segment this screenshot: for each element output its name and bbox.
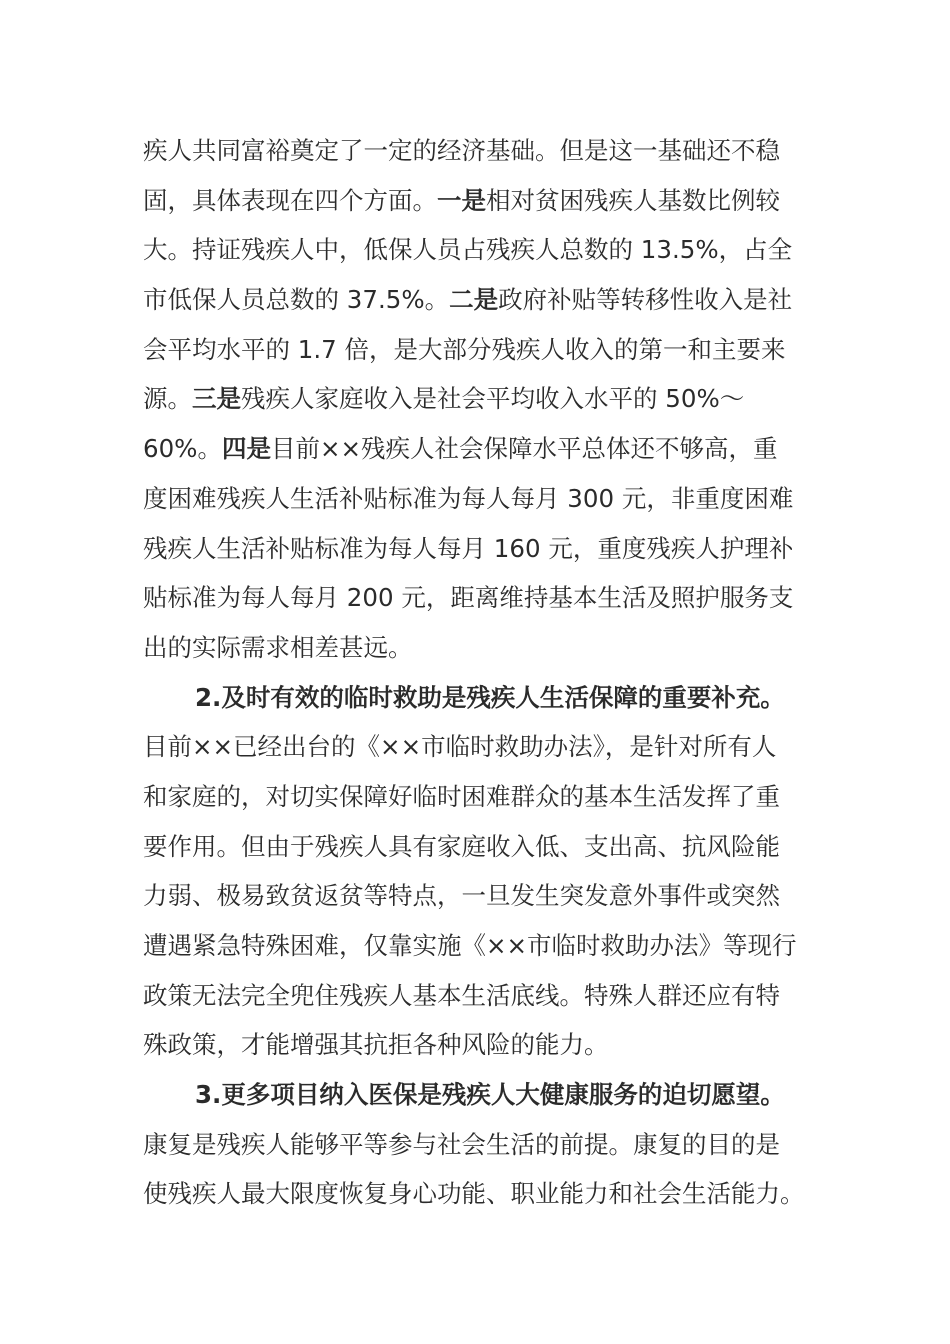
text-line: 固，具体表现在四个方面。一是相对贫困残疾人基数比例较: [143, 185, 780, 215]
text-line: 贴标准为每人每月 200 元，距离维持基本生活及照护服务支: [143, 583, 794, 613]
bold-marker: 四是: [221, 434, 271, 464]
text-line: 源。三是残疾人家庭收入是社会平均收入水平的 50%～: [143, 384, 745, 414]
text-line: 力弱、极易致贫返贫等特点，一旦发生突发意外事件或突然: [143, 881, 780, 911]
text-line: 和家庭的，对切实保障好临时困难群众的基本生活发挥了重: [143, 781, 780, 811]
text-line: 大。持证残疾人中，低保人员占残疾人总数的 13.5%，占全: [143, 235, 793, 265]
text-line: 度困难残疾人生活补贴标准为每人每月 300 元，非重度困难: [143, 483, 794, 513]
text-line: 殊政策，才能增强其抗拒各种风险的能力。: [143, 1030, 609, 1060]
text-line: 目前××已经出台的《××市临时救助办法》，是针对所有人: [143, 732, 777, 762]
section-heading: 2.及时有效的临时救助是残疾人生活保障的重要补充。: [195, 682, 785, 712]
text-line: 出的实际需求相差甚远。: [143, 632, 413, 662]
paragraph-income-analysis: [143, 126, 807, 673]
text-line: 政策无法完全兜住残疾人基本生活底线。特殊人群还应有特: [143, 980, 780, 1010]
text-line: 遭遇紧急特殊困难，仅靠实施《××市临时救助办法》等现行: [143, 931, 797, 960]
section-medical-insurance: [143, 1070, 807, 1219]
bold-marker: 一是: [437, 185, 486, 215]
section-heading: 3.更多项目纳入医保是残疾人大健康服务的迫切愿望。: [195, 1080, 785, 1110]
text-line: 疾人共同富裕奠定了一定的经济基础。但是这一基础还不稳: [143, 136, 780, 165]
document-page: [143, 126, 807, 1219]
bold-marker: 三是: [192, 384, 241, 414]
text-line: 60%。四是目前××残疾人社会保障水平总体还不够高，重: [143, 434, 778, 464]
text-line: 康复是残疾人能够平等参与社会生活的前提。康复的目的是: [143, 1129, 780, 1159]
text-line: 使残疾人最大限度恢复身心功能、职业能力和社会生活能力。: [143, 1179, 805, 1209]
section-temporary-relief: [143, 673, 807, 1071]
text-line: 市低保人员总数的 37.5%。二是政府补贴等转移性收入是社: [143, 285, 793, 315]
text-line: 要作用。但由于残疾人具有家庭收入低、支出高、抗风险能: [143, 831, 780, 861]
text-line: 残疾人生活补贴标准为每人每月 160 元，重度残疾人护理补: [143, 533, 794, 563]
bold-marker: 二是: [449, 285, 499, 315]
text-line: 会平均水平的 1.7 倍，是大部分残疾人收入的第一和主要来: [143, 334, 786, 364]
